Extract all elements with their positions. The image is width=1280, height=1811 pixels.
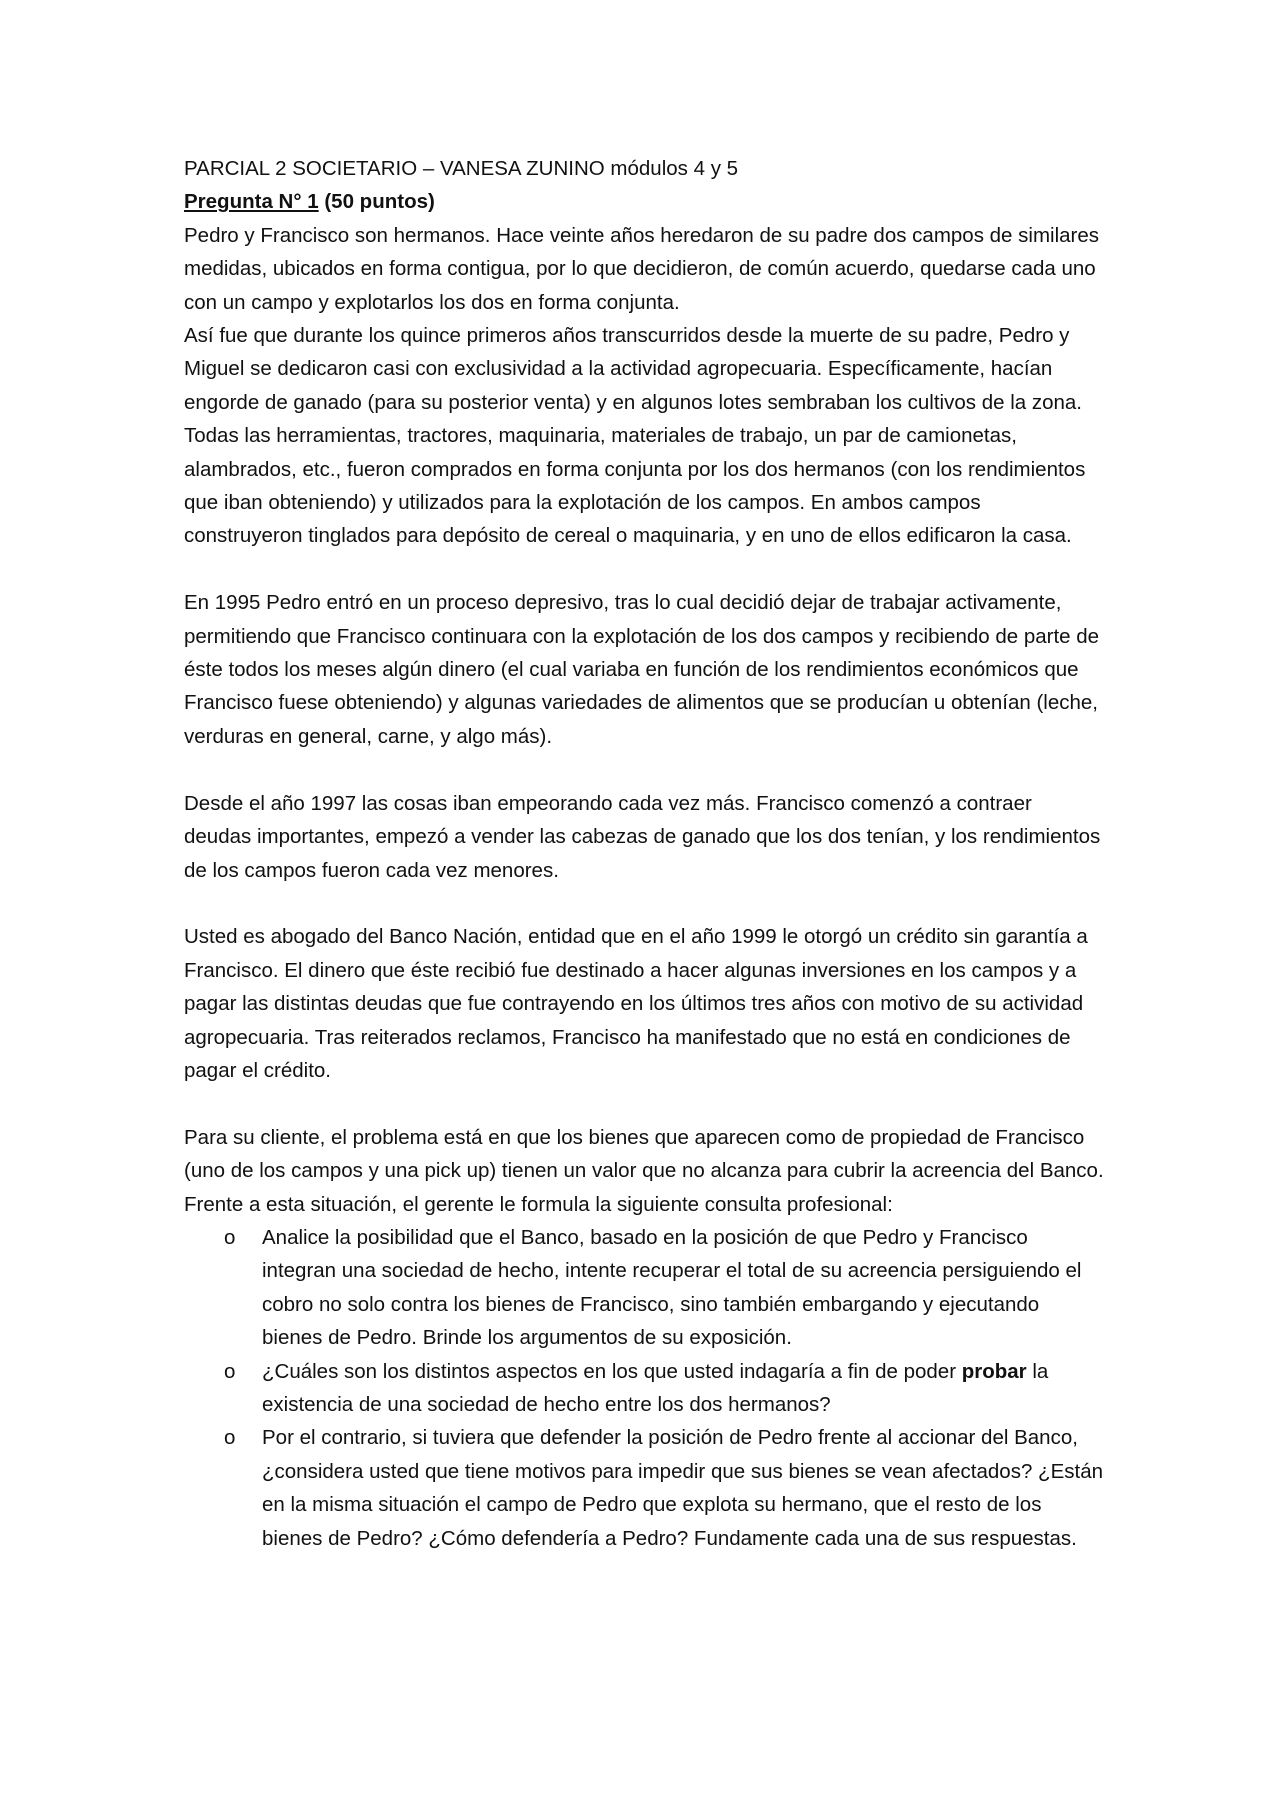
bullet-marker: o <box>224 1426 236 1450</box>
list-item-text-before: ¿Cuáles son los distintos aspectos en los que usted indagaría a fin de poder <box>262 1359 962 1383</box>
paragraph-gap <box>184 753 1104 786</box>
paragraph-gap <box>184 553 1104 586</box>
paragraph-gap <box>184 1087 1104 1120</box>
document-body <box>184 152 1104 1555</box>
paragraph-bank: Usted es abogado del Banco Nación, entidad que en el año 1999 le otorgó un crédito sin garantía a Francisco. El dinero que éste recibió fue destinado a hacer algunas inversiones en los campos y a pagar las distintas deudas que fue contrayendo en los últimos tres años con motivo de su actividad agropecuaria. Tras reiterados reclamos, Francisco ha manifestado que no está en condiciones de pagar el crédito. <box>184 925 1088 1082</box>
bullet-marker: o <box>224 1225 236 1249</box>
list-item <box>184 1221 1104 1355</box>
paragraph-1995: En 1995 Pedro entró en un proceso depresivo, tras lo cual decidió dejar de trabajar activamente, permitiendo que Francisco continuara con la explotación de los dos campos y recibiendo de parte de éste todos los meses algún dinero (el cual variaba en función de los rendimientos económicos que Francisco fuese obteniendo) y algunas variedades de alimentos que se producían u obtenían (leche, verduras en general, carne, y algo más). <box>184 591 1100 748</box>
bullet-marker: o <box>224 1359 236 1383</box>
paragraph-intro: Pedro y Francisco son hermanos. Hace veinte años heredaron de su padre dos campos de similares medidas, ubicados en forma contigua, por lo que decidieron, de común acuerdo, quedarse cada uno con un campo y explotarlos los dos en forma conjunta. <box>184 223 1100 314</box>
question-list <box>184 1221 1104 1555</box>
paragraph-client: Para su cliente, el problema está en que los bienes que aparecen como de propiedad de Francisco (uno de los campos y una pick up) tienen un valor que no alcanza para cubrir la acreencia del Banco. Frente a esta situación, el gerente le formula la siguiente consulta profesional: <box>184 1125 1104 1216</box>
document-header: PARCIAL 2 SOCIETARIO – VANESA ZUNINO módulos 4 y 5 <box>184 157 739 180</box>
question-points: (50 puntos) <box>318 190 435 214</box>
list-item-text: Por el contrario, si tuviera que defender la posición de Pedro frente al accionar del Banco, ¿considera usted que tiene motivos para impedir que sus bienes se vean afectados? ¿Están en la misma situación el campo de Pedro que explota su hermano, que el resto de los bienes de Pedro? ¿Cómo defendería a Pedro? Fundamente cada una de sus respuestas. <box>262 1426 1103 1550</box>
paragraph-activity: Así fue que durante los quince primeros años transcurridos desde la muerte de su padre, Pedro y Miguel se dedicaron casi con exclusividad a la actividad agropecuaria. Específicamente, hacían engorde de ganado (para su posterior venta) y en algunos lotes sembraban los cultivos de la zona. Todas las herramientas, tractores, maquinaria, materiales de trabajo, un par de camionetas, alambrados, etc., fueron comprados en forma conjunta por los dos hermanos (con los rendimientos que iban obteniendo) y utilizados para la explotación de los campos. En ambos campos construyeron tinglados para depósito de cereal o maquinaria, y en uno de ellos edificaron la casa. <box>184 324 1086 548</box>
question-title <box>184 185 1104 218</box>
list-item <box>184 1421 1104 1555</box>
question-label: Pregunta N° 1 <box>184 190 319 214</box>
list-item-bold: probar <box>961 1359 1027 1383</box>
list-item-text: Analice la posibilidad que el Banco, basado en la posición de que Pedro y Francisco integran una sociedad de hecho, intente recuperar el total de su acreencia persiguiendo el cobro no solo contra los bienes de Francisco, sino también embargando y ejecutando bienes de Pedro. Brinde los argumentos de su exposición. <box>262 1225 1082 1350</box>
list-item-text-after: la existencia de una sociedad de hecho entre los dos hermanos? <box>262 1359 1049 1416</box>
paragraph-1997: Desde el año 1997 las cosas iban empeorando cada vez más. Francisco comenzó a contraer deudas importantes, empezó a vender las cabezas de ganado que los dos tenían, y los rendimientos de los campos fueron cada vez menores. <box>184 791 1101 882</box>
list-item <box>184 1355 1104 1422</box>
paragraph-gap <box>184 887 1104 920</box>
